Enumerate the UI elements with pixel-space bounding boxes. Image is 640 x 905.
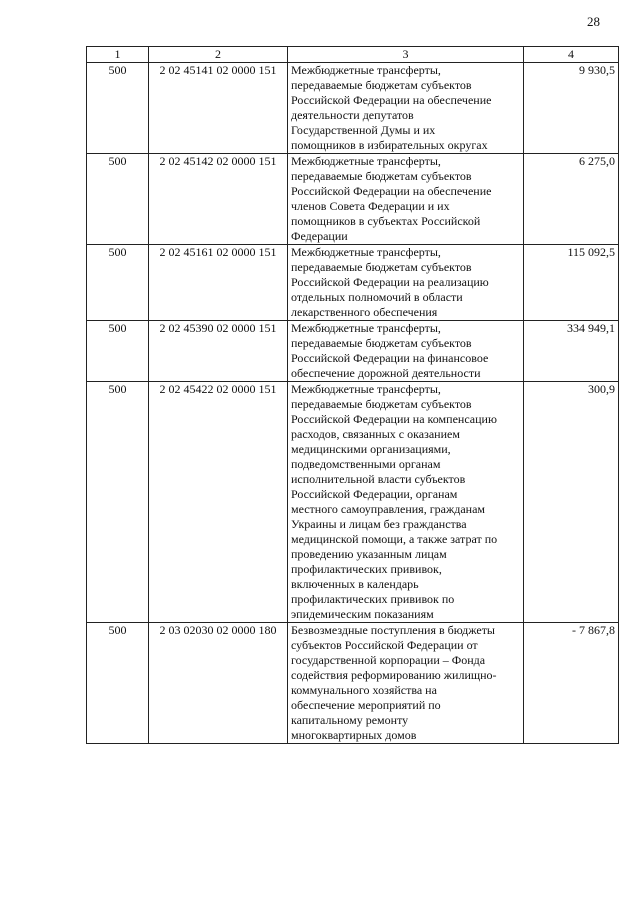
description-cell: Межбюджетные трансферты, передаваемые бюджетам субъектов Российской Федерации на финансовое обеспечение дорожной деятельности bbox=[288, 321, 524, 382]
description-cell: Межбюджетные трансферты, передаваемые бюджетам субъектов Российской Федерации на обеспечение членов Совета Федерации и их помощников в субъектах Российской Федерации bbox=[288, 154, 524, 245]
description-cell: Межбюджетные трансферты, передаваемые бюджетам субъектов Российской Федерации на обеспечение деятельности депутатов Государственной Думы и их помощников в избирательных округах bbox=[288, 63, 524, 154]
description-cell: Межбюджетные трансферты, передаваемые бюджетам субъектов Российской Федерации на компенсацию расходов, связанных с оказанием медицинскими организациями, подведомственными органам исполнительной власти субъектов Российской Федерации, органам местного самоуправления, гражданам Украины и лицам без гражданства медицинской помощи, а также затрат по проведению указанным лицам профилактических прививок, включенных в календарь профилактических прививок по эпидемическим показаниям bbox=[288, 382, 524, 623]
budget-table bbox=[86, 46, 619, 744]
table-row bbox=[87, 245, 619, 321]
revenue-code-cell: 2 03 02030 02 0000 180 bbox=[149, 623, 288, 744]
table-row bbox=[87, 63, 619, 154]
column-header: 2 bbox=[149, 47, 288, 63]
amount-cell: - 7 867,8 bbox=[524, 623, 619, 744]
table-row bbox=[87, 382, 619, 623]
revenue-code-cell: 2 02 45142 02 0000 151 bbox=[149, 154, 288, 245]
revenue-code-cell: 2 02 45141 02 0000 151 bbox=[149, 63, 288, 154]
column-header: 4 bbox=[524, 47, 619, 63]
admin-code-cell: 500 bbox=[87, 382, 149, 623]
revenue-code-cell: 2 02 45422 02 0000 151 bbox=[149, 382, 288, 623]
admin-code-cell: 500 bbox=[87, 623, 149, 744]
amount-cell: 115 092,5 bbox=[524, 245, 619, 321]
amount-cell: 6 275,0 bbox=[524, 154, 619, 245]
amount-cell: 300,9 bbox=[524, 382, 619, 623]
revenue-code-cell: 2 02 45390 02 0000 151 bbox=[149, 321, 288, 382]
column-header: 1 bbox=[87, 47, 149, 63]
admin-code-cell: 500 bbox=[87, 63, 149, 154]
page-number: 28 bbox=[587, 14, 600, 29]
amount-cell: 9 930,5 bbox=[524, 63, 619, 154]
description-cell: Безвозмездные поступления в бюджеты субъектов Российской Федерации от государственной корпорации – Фонда содействия реформированию жилищно- коммунального хозяйства на обеспечение мероприятий по капитальному ремонту многоквартирных домов bbox=[288, 623, 524, 744]
table-row bbox=[87, 321, 619, 382]
column-header: 3 bbox=[288, 47, 524, 63]
table-header-row bbox=[87, 47, 619, 63]
amount-cell: 334 949,1 bbox=[524, 321, 619, 382]
revenue-code-cell: 2 02 45161 02 0000 151 bbox=[149, 245, 288, 321]
admin-code-cell: 500 bbox=[87, 321, 149, 382]
table-row bbox=[87, 154, 619, 245]
admin-code-cell: 500 bbox=[87, 154, 149, 245]
admin-code-cell: 500 bbox=[87, 245, 149, 321]
description-cell: Межбюджетные трансферты, передаваемые бюджетам субъектов Российской Федерации на реализацию отдельных полномочий в области лекарственного обеспечения bbox=[288, 245, 524, 321]
table-row bbox=[87, 623, 619, 744]
